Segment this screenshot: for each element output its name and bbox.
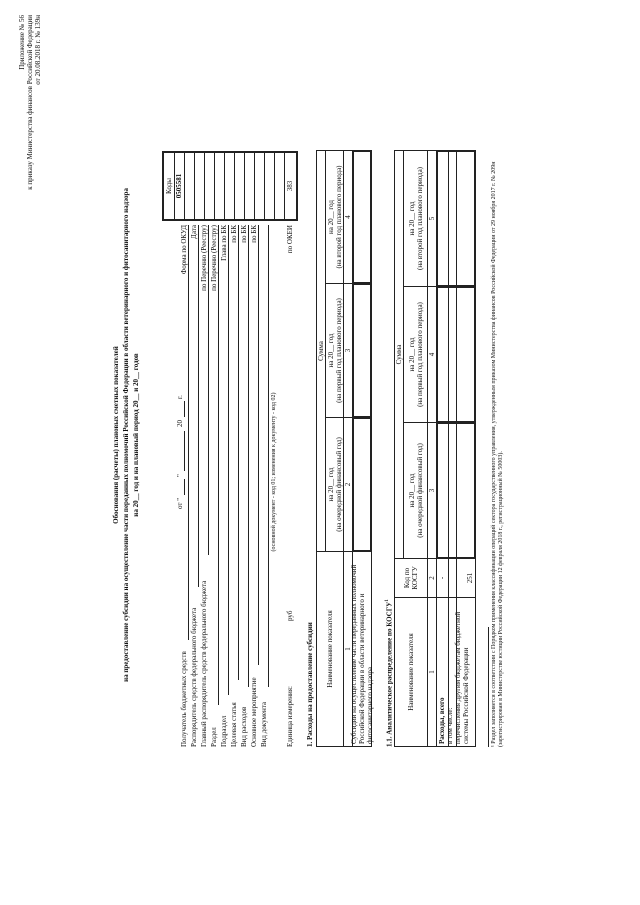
field-main-distributor: Главный распорядитель средств федерального бюджета xyxy=(200,580,208,747)
s1-year-1 xyxy=(325,417,344,552)
code-label-okud: Форма по ОКУД xyxy=(180,225,188,275)
s1-year-3-l1: на 20__ год xyxy=(326,200,335,234)
section1-title: 1. Расходы на предоставление субсидии xyxy=(306,622,314,747)
date-from: от " xyxy=(176,497,184,509)
s1-year-1-l2: (на очередной финансовый год) xyxy=(334,437,343,532)
s11-row-total: Расходы, всего xyxy=(438,697,446,744)
s1-cell-year-3 xyxy=(352,150,372,284)
s11-year-2 xyxy=(403,286,428,423)
s1-num-3: 3 xyxy=(343,283,353,418)
s11-num-3: 3 xyxy=(427,422,437,559)
s11-num-5: 5 xyxy=(427,150,437,287)
s1-num-2: 2 xyxy=(343,417,353,552)
form-title: Обоснования (расчеты) плановых сметных показателей xyxy=(112,346,120,524)
s1-row-label: Субсидии на осуществление части переданных полномочий Российской Федерации в области ветеринарного и фитосанитарного надзора xyxy=(352,551,372,747)
s11-num-1: 1 xyxy=(427,597,437,747)
code-okud-value: 0505581 xyxy=(175,173,183,199)
s11-num-4: 4 xyxy=(427,286,437,423)
appendix-line-3: от 20.08.2018 г. № 139н xyxy=(34,15,42,85)
appendix-line-1: Приложение № 56 xyxy=(18,15,26,70)
s11-row-transfers: перечисления другим бюджетам бюджетной системы Российской Федерации xyxy=(454,611,470,744)
s11-year-1-l1: на 20__ год xyxy=(407,473,416,508)
code-label-bk-1: по БК xyxy=(230,225,238,243)
s11-col-name: Наименование показателя xyxy=(394,597,428,747)
s1-cell-year-1 xyxy=(352,417,372,552)
codes-header: Коды xyxy=(165,178,173,194)
s1-year-2-l2: (на первый год планового периода) xyxy=(334,298,343,403)
s11-year-1 xyxy=(403,422,428,559)
code-label-registry-1: по Перечню (Реестру) xyxy=(200,225,208,291)
section11-title xyxy=(384,599,393,747)
field-main-activity: Основное мероприятие xyxy=(250,677,258,747)
s1-year-3-l2: (на второй год планового периода) xyxy=(334,165,343,269)
form-subtitle: на предоставление субсидии на осуществление части переданных полномочий Российской Федерации в области ветеринарного и фитосанитарного надзора xyxy=(122,188,130,682)
s1-col-name: Наименование показателя xyxy=(316,551,344,747)
s1-year-2-l1: на 20__ год xyxy=(326,333,335,368)
field-distributor: Распорядитель средств федерального бюджета xyxy=(190,607,198,747)
date-suffix: г. xyxy=(176,395,184,399)
section11-title-text: 1.1. Аналитическое распределение по КОСГУ xyxy=(385,601,394,747)
code-label-chapter: Глава по БК xyxy=(220,225,228,261)
date-quote: " xyxy=(176,474,184,477)
field-recipient: Получатель бюджетных средств xyxy=(180,651,188,747)
unit-label: Единица измерения: xyxy=(286,686,294,747)
s11-code-transfers: 251 xyxy=(466,572,474,584)
s1-year-3 xyxy=(325,150,344,284)
s11-num-2: 2 xyxy=(427,558,437,598)
footnote: ¹ Раздел заполняется в соответствии с Порядком применения классификации операций сектора государственного управления, утвержденным приказом Министерства финансов Российской Федерации от 29 ноября 2017 г. № 209н (зарегистрирован в Министерстве юстиции Российской Федерации 12 февраля 2018 г., регистрационный № 50003). xyxy=(491,161,504,747)
s11-row-including: в том числе: xyxy=(446,707,454,744)
date-year: 20 xyxy=(176,420,184,427)
s11-code-total: - xyxy=(438,576,446,580)
field-expense-type: Вид расходов xyxy=(240,706,248,747)
field-target-article: Целевая статья xyxy=(230,702,238,747)
s1-num-4: 4 xyxy=(343,150,353,284)
s1-num-1: 1 xyxy=(343,551,353,747)
field-section: Раздел xyxy=(210,727,218,747)
codes-box xyxy=(162,151,298,221)
code-label-date: Дата xyxy=(190,225,198,239)
code-label-okei: по ОКЕИ xyxy=(286,225,294,254)
s11-year-1-l2: (на очередной финансовый год) xyxy=(415,443,424,538)
form-period: на 20__ год и на плановый период 20__ и 20__ годов xyxy=(132,353,140,517)
appendix-line-2: к приказу Министерства финансов Российской Федерации xyxy=(26,15,34,190)
s11-year-3 xyxy=(403,150,428,287)
code-label-bk-2: по БК xyxy=(240,225,248,243)
code-label-registry-2: по Перечню (Реестру) xyxy=(210,225,218,291)
s11-year-2-l1: на 20__ год xyxy=(407,337,416,372)
s1-year-2 xyxy=(325,283,344,418)
code-okei-value: 383 xyxy=(286,180,294,192)
field-subsection: Подраздел xyxy=(220,715,228,747)
section11-footnote-mark: 1 xyxy=(385,599,390,602)
s1-cell-year-2 xyxy=(352,283,372,418)
doc-type-note: (основной документ - код 01; изменения к документу - код 02) xyxy=(271,392,277,552)
s1-col-sum: Сумма xyxy=(316,150,326,552)
code-label-bk-3: по БК xyxy=(250,225,258,243)
s11-col-code: Код по КОСГУ xyxy=(394,558,428,598)
s11-year-3-l2: (на второй год планового периода) xyxy=(415,166,424,271)
field-doc-type: Вид документа xyxy=(260,701,268,747)
s11-year-2-l2: (на первый год планового периода) xyxy=(415,302,424,407)
s1-year-1-l1: на 20__ год xyxy=(326,467,335,502)
s11-col-sum: Сумма xyxy=(394,150,404,559)
unit-value: руб xyxy=(286,610,294,621)
s11-year-3-l1: на 20__ год xyxy=(407,201,416,236)
